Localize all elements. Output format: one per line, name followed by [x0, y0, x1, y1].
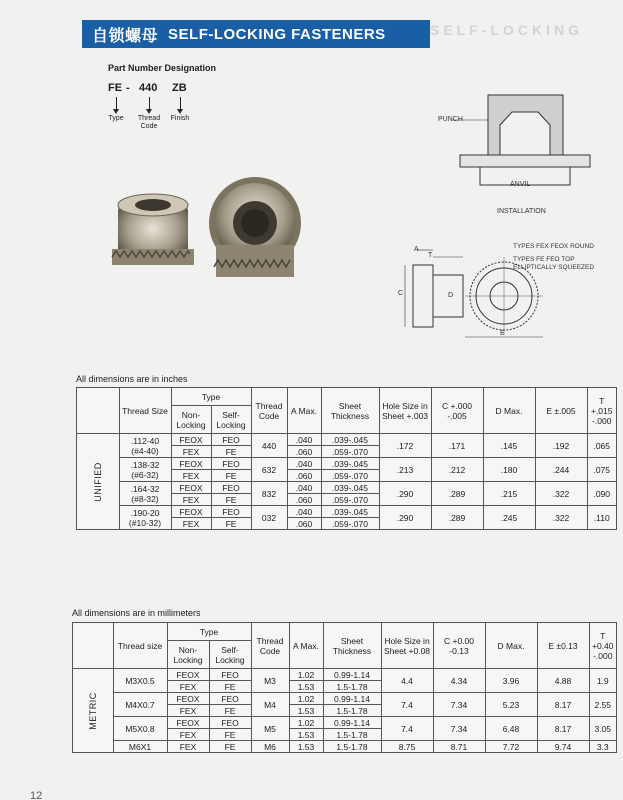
hole-size-cell: .172	[379, 434, 431, 458]
header-thread-code: Thread Code	[251, 623, 289, 669]
thread-size-cell	[119, 458, 171, 482]
header-type: Type	[167, 623, 251, 641]
thread-size-value: M4X0.7	[125, 699, 155, 710]
a-max-cell: .060	[287, 518, 321, 530]
table-row	[73, 741, 617, 753]
a-max-cell: .040	[287, 506, 321, 518]
header-sheet: Sheet Thickness	[323, 623, 381, 669]
header-t: T +0.40 -.000	[589, 623, 617, 669]
a-max-cell: 1.02	[289, 693, 323, 705]
sheet-thickness-cell: 1.5-1.78	[323, 741, 381, 753]
d-cell: 5.23	[485, 693, 537, 717]
installation-drawing	[440, 90, 605, 220]
arrow-type	[116, 97, 117, 109]
table-row	[77, 506, 617, 518]
a-max-cell: 1.53	[289, 705, 323, 717]
thread-size-alt: (#6-32)	[131, 469, 159, 480]
thread-size-cell	[113, 693, 167, 717]
header-self-locking: Self-Locking	[209, 641, 251, 669]
self-locking-cell: FEO	[211, 482, 251, 494]
note-ellipse: ELLIPTICALLY SQUEEZED	[513, 264, 595, 271]
table-row	[73, 717, 617, 729]
side-label-text: METRIC	[87, 691, 98, 730]
a-max-cell: .040	[287, 482, 321, 494]
thread-code-cell: 440	[251, 434, 287, 458]
header-thread-size: Thread size	[113, 623, 167, 669]
e-cell: 8.17	[537, 717, 589, 741]
header-hole: Hole Size in Sheet +0.08	[381, 623, 433, 669]
table-row	[77, 434, 617, 446]
a-max-cell: .040	[287, 434, 321, 446]
header-d: D Max.	[483, 388, 535, 434]
c-cell: .171	[431, 434, 483, 458]
unified-units-note: All dimensions are in inches	[76, 374, 188, 384]
a-max-cell: 1.02	[289, 669, 323, 681]
thread-size-value: .138-32	[130, 459, 160, 470]
header-c: C +.000 -.005	[431, 388, 483, 434]
header-thread-code: Thread Code	[251, 388, 287, 434]
a-max-cell: .060	[287, 470, 321, 482]
non-locking-cell: FEOX	[167, 717, 209, 729]
thread-size-cell	[119, 434, 171, 458]
t-cell: .075	[587, 458, 617, 482]
d-cell: 6.48	[485, 717, 537, 741]
sheet-thickness-cell: .059-.070	[321, 518, 379, 530]
d-cell: 7.72	[485, 741, 537, 753]
pn-dash: -	[126, 82, 130, 94]
hole-size-cell: 7.4	[381, 693, 433, 717]
d-cell: .145	[483, 434, 535, 458]
c-cell: 7.34	[433, 717, 485, 741]
self-locking-cell: FEO	[211, 434, 251, 446]
d-cell: .245	[483, 506, 535, 530]
sheet-thickness-cell: 1.5-1.78	[323, 681, 381, 693]
sheet-thickness-cell: .039-.045	[321, 482, 379, 494]
thread-code-cell: 632	[251, 458, 287, 482]
header-e: E ±0.13	[537, 623, 589, 669]
hole-size-cell: 4.4	[381, 669, 433, 693]
thread-size-value: .190-20	[130, 507, 160, 518]
dim-e-label: E	[500, 330, 505, 337]
hole-size-cell: .290	[379, 482, 431, 506]
self-locking-cell: FE	[211, 446, 251, 458]
non-locking-cell: FEX	[171, 494, 211, 506]
page-number: 12	[30, 790, 43, 800]
header-d: D Max.	[485, 623, 537, 669]
header-t: T +.015 -.000	[587, 388, 617, 434]
table-row	[77, 458, 617, 470]
thread-size-alt: (#10-32)	[128, 517, 162, 528]
thread-code-cell: M4	[251, 693, 289, 717]
thread-size-alt: (#8-32)	[131, 493, 159, 504]
page-title-bar	[82, 20, 430, 48]
header-e: E ±.005	[535, 388, 587, 434]
t-cell: 3.3	[589, 741, 617, 753]
thread-size-cell	[113, 717, 167, 741]
dim-c-label: C	[398, 290, 404, 297]
dim-a-label: A	[414, 246, 419, 253]
table-row	[73, 693, 617, 705]
self-locking-cell: FE	[209, 705, 251, 717]
header-non-locking: Non-Locking	[167, 641, 209, 669]
installation-label: INSTALLATION	[497, 208, 546, 215]
d-cell: .215	[483, 482, 535, 506]
self-locking-cell: FEO	[209, 717, 251, 729]
hole-size-cell: 7.4	[381, 717, 433, 741]
sheet-thickness-cell: 0.99-1.14	[323, 669, 381, 681]
a-max-cell: 1.53	[289, 681, 323, 693]
non-locking-cell: FEOX	[167, 669, 209, 681]
thread-size-cell	[119, 482, 171, 506]
hole-size-cell: .290	[379, 506, 431, 530]
t-cell: .065	[587, 434, 617, 458]
table-side-label	[73, 669, 114, 753]
sheet-thickness-cell: 0.99-1.14	[323, 717, 381, 729]
non-locking-cell: FEOX	[171, 434, 211, 446]
header-hole: Hole Size in Sheet +.003	[379, 388, 431, 434]
e-cell: .322	[535, 506, 587, 530]
self-locking-cell: FE	[211, 518, 251, 530]
t-cell: .090	[587, 482, 617, 506]
t-cell: .110	[587, 506, 617, 530]
fastener-top-view	[209, 177, 301, 277]
self-locking-cell: FEO	[211, 506, 251, 518]
non-locking-cell: FEX	[171, 518, 211, 530]
sheet-thickness-cell: .059-.070	[321, 470, 379, 482]
title-english: SELF-LOCKING FASTENERS	[168, 25, 386, 43]
a-max-cell: 1.53	[289, 729, 323, 741]
thread-size-cell	[119, 506, 171, 530]
non-locking-cell: FEX	[167, 741, 209, 753]
e-cell: .192	[535, 434, 587, 458]
arrow-finish	[180, 97, 181, 109]
e-cell: .322	[535, 482, 587, 506]
table-row	[77, 482, 617, 494]
non-locking-cell: FEOX	[167, 693, 209, 705]
a-max-cell: 1.02	[289, 717, 323, 729]
header-thread-size: Thread Size	[119, 388, 171, 434]
non-locking-cell: FEOX	[171, 506, 211, 518]
arrow-thread	[149, 97, 150, 109]
c-cell: 8.71	[433, 741, 485, 753]
c-cell: .289	[431, 482, 483, 506]
a-max-cell: .040	[287, 458, 321, 470]
t-cell: 3.05	[589, 717, 617, 741]
table-corner	[77, 388, 120, 434]
self-locking-cell: FEO	[209, 693, 251, 705]
header-ghost-text: SELF-LOCKING	[430, 22, 583, 38]
a-max-cell: .060	[287, 446, 321, 458]
thread-size-value: .164-32	[130, 483, 160, 494]
t-cell: 2.55	[589, 693, 617, 717]
self-locking-cell: FE	[209, 681, 251, 693]
self-locking-cell: FE	[211, 494, 251, 506]
t-cell: 1.9	[589, 669, 617, 693]
header-a: A Max.	[289, 623, 323, 669]
thread-size-alt: (#4-40)	[131, 445, 159, 456]
pn-type-label: Type	[108, 115, 124, 122]
title-chinese: 自锁螺母	[92, 27, 159, 45]
metric-spec-table	[72, 622, 617, 753]
hole-size-cell: 8.75	[381, 741, 433, 753]
pn-finish-label: Finish	[170, 115, 190, 122]
self-locking-cell: FE	[211, 470, 251, 482]
table-side-label	[77, 434, 120, 530]
sheet-thickness-cell: 0.99-1.14	[323, 693, 381, 705]
part-number-title: Part Number Designation	[108, 63, 217, 73]
pn-finish-code: ZB	[172, 82, 187, 94]
side-label-text: UNIFIED	[92, 461, 103, 502]
header-c: C +0.00 -0.13	[433, 623, 485, 669]
d-cell: .180	[483, 458, 535, 482]
pn-thread-label: Thread Code	[137, 115, 161, 130]
header-type: Type	[171, 388, 251, 406]
e-cell: 4.88	[537, 669, 589, 693]
dim-d-label: D	[448, 292, 454, 299]
self-locking-cell: FE	[209, 741, 251, 753]
thread-code-cell: M6	[251, 741, 289, 753]
thread-code-cell: 032	[251, 506, 287, 530]
self-locking-cell: FEO	[211, 458, 251, 470]
a-max-cell: .060	[287, 494, 321, 506]
thread-code-cell: M5	[251, 717, 289, 741]
non-locking-cell: FEX	[171, 470, 211, 482]
thread-size-value: M3X0.5	[125, 675, 155, 686]
thread-size-cell	[113, 669, 167, 693]
table-corner	[73, 623, 114, 669]
c-cell: 7.34	[433, 693, 485, 717]
non-locking-cell: FEX	[167, 705, 209, 717]
e-cell: 9.74	[537, 741, 589, 753]
non-locking-cell: FEOX	[171, 458, 211, 470]
sheet-thickness-cell: 1.5-1.78	[323, 705, 381, 717]
thread-size-cell	[113, 741, 167, 753]
sheet-thickness-cell: .039-.045	[321, 434, 379, 446]
header-sheet: Sheet Thickness	[321, 388, 379, 434]
header-a: A Max.	[287, 388, 321, 434]
self-locking-cell: FEO	[209, 669, 251, 681]
non-locking-cell: FEOX	[171, 482, 211, 494]
c-cell: .212	[431, 458, 483, 482]
anvil-label: ANVIL	[510, 181, 531, 188]
thread-code-cell: 832	[251, 482, 287, 506]
sheet-thickness-cell: .039-.045	[321, 458, 379, 470]
note-round: TYPES FEX FEOX ROUND	[513, 243, 594, 250]
note-top: TYPES FE FEO TOP	[513, 256, 575, 263]
e-cell: 8.17	[537, 693, 589, 717]
thread-size-value: .112-40	[130, 435, 160, 446]
dim-t-label: T	[428, 252, 433, 259]
product-photo	[100, 175, 315, 295]
self-locking-cell: FE	[209, 729, 251, 741]
a-max-cell: 1.53	[289, 741, 323, 753]
metric-units-note: All dimensions are in millimeters	[72, 608, 201, 618]
non-locking-cell: FEX	[167, 681, 209, 693]
thread-size-value: M5X0.8	[125, 723, 155, 734]
pn-thread-code: 440	[139, 82, 158, 94]
thread-size-value: M6X1	[128, 741, 152, 752]
pn-type-code: FE	[108, 82, 123, 94]
table-row	[73, 669, 617, 681]
thread-code-cell: M3	[251, 669, 289, 693]
d-cell: 3.96	[485, 669, 537, 693]
e-cell: .244	[535, 458, 587, 482]
c-cell: 4.34	[433, 669, 485, 693]
header-self-locking: Self-Locking	[211, 406, 251, 434]
sheet-thickness-cell: 1.5-1.78	[323, 729, 381, 741]
non-locking-cell: FEX	[167, 729, 209, 741]
c-cell: .289	[431, 506, 483, 530]
punch-label: PUNCH	[438, 116, 463, 123]
hole-size-cell: .213	[379, 458, 431, 482]
sheet-thickness-cell: .039-.045	[321, 506, 379, 518]
fastener-side-view	[112, 194, 194, 265]
header-non-locking: Non-Locking	[171, 406, 211, 434]
non-locking-cell: FEX	[171, 446, 211, 458]
unified-spec-table	[76, 387, 617, 530]
sheet-thickness-cell: .059-.070	[321, 494, 379, 506]
sheet-thickness-cell: .059-.070	[321, 446, 379, 458]
